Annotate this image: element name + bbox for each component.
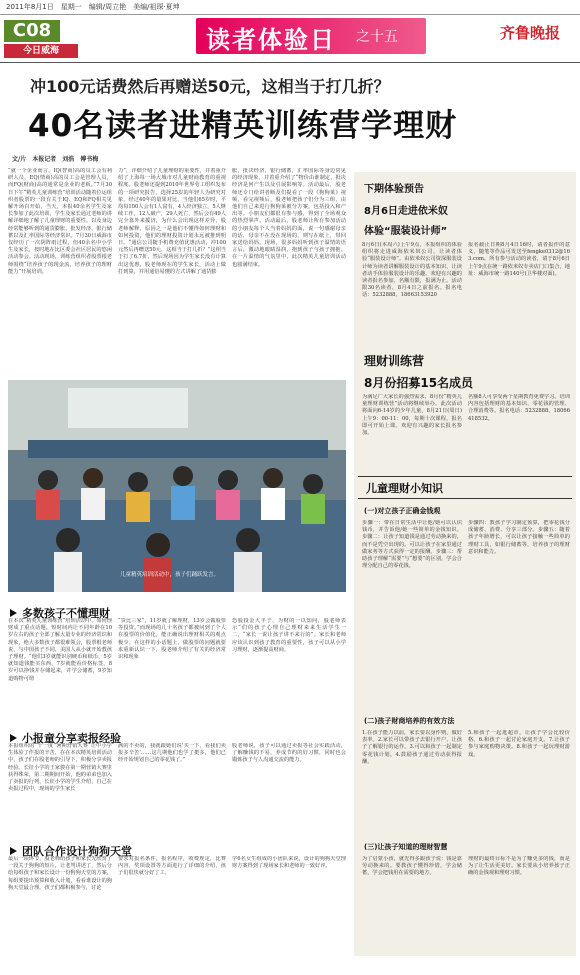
article-subhead: 冲100元话费然后再赠送50元，这相当于打几折？ [30, 77, 390, 96]
section-label: 今日威海 [4, 44, 78, 58]
camp-column-1: 为满足广大家长的强烈需求，8月份“精英儿童理财训练营”活动将继续举办。此次活动将面向6-14岁的少年儿童，8月21日(周日)上午9：00-11：00，每期十次课程，报名即可开始上课。欢迎有兴趣的家长报名参加。 [362, 394, 462, 437]
triangle-marker-icon [10, 734, 17, 742]
camp-column-2: 名额8人可享受两个星期教育免费学习。培训内容包括理财的基本知识、零花钱的管理、合理消费等。报名电话：5232888、18066418532。 [468, 394, 570, 422]
tips-title: 儿童理财小知识 [366, 482, 443, 495]
tip-3-title: (三)让孩子知道的理财智慧 [364, 843, 448, 851]
camp-head: 8月份招募15名成员 [364, 376, 474, 390]
tip-1-column-1: 步骤一：带在日常生活中让他/她可以认识钱币，并告诉他/她一些简单的金钱知识。步骤二：让孩子知道钱是通过劳动换来的，而不是凭空出现的。可以让孩子在家里通过做家务等方式获得一定的报酬。步骤三：帮助孩子理解“需要”与“想要”的区别，学会合理分配自己的零花钱。 [362, 520, 462, 570]
tip-3-column-1: 为了启蒙小孩，就先得多跟孩子说：钱是靠劳动换来的。要教孩子懂得珍惜，学会储蓄，学会把钱用在需要的地方。 [362, 856, 462, 877]
section-1-column-3: 恐股投金大半子，为财的一以知问，股老师表示“们的孩子心理自己理财来来生活学生一二，“家长一说让孩子讲不来行的”。家长和老师应该认识到孩子教育的重要性，孩子可以从小学习理财，逐渐提高财商。 [232, 618, 346, 653]
section-3-column-2: 要求对报名条件，报名程序，收费规定，比赛内容，奖项设置等方面进行了详细的介绍，孩子们很快就分好了工。 [118, 856, 226, 877]
section-2-column-1: 本报组织的“十一度”暑期营销大赛“让中小学生体验了作报的辛苦，在在本次精英培训活动中，孩子们在股老师的引导下，积极分享卖报经验。长征小学的王家骏在第一期营销大赛里获得殊荣，第二期期间开始，他的弟弟也加入了卖报的行列，长征小学的学生介绍，自己在卖报过程中，现场的学生家长 [8, 743, 112, 793]
tip-2-title: (二)孩子财商培养的有效方法 [364, 717, 455, 725]
lead-column-3: 胀，批决经济，银行储蓄，汇率国际等身边常见的经济现象。并着重介绍了“物价由谁制定，批决经济是何产生以及引展影响等。活动最后，股老师还专门给讲者断及们提看了一段《狗狗莱》视频，看完视频后，股老师把孩子们分为三组，由他们自己来进行狗狗莱被分方案，包括投入和产出等。小朋友们都很有参与感，得到了全场观众的热烈掌声。活动最后，股老师让所有参加活动的小朋友每个人当着妈妈的面，说一句感谢母亲的话，母亲不在没在现场的，则写在纸上，带回家送给妈妈。现场，很多妈妈听到孩子温情的语言后，激动地眼睛湿润，抱到孩子与孩子拥抱。在一片温情的气氛里中，此次精英儿童培训活动也圆满结束。 [232, 168, 346, 268]
article-headline: 40名读者进精英训练营学理财 [28, 108, 458, 144]
triangle-marker-icon [10, 609, 17, 617]
triangle-marker-icon [10, 847, 17, 855]
section-3-column-1: 最后一项环节，股老师给孩子和家长先欣赏了一段关于狗狗的短片，让老驾讲述了，然后分给每组孩子和家长设计一份狗狗天堂的方案，每组要提出预算和收入计划，看看谁设计的狗狗天堂最合理。孩子们都积极参与，讨论 [8, 856, 112, 891]
camp-title: 理财训练营 [364, 354, 425, 368]
header-rule [0, 62, 580, 63]
preview-title: 下期体验预告 [364, 184, 424, 195]
event-column-1: 8月6日(本周六)上午9点，本报组织的体验组织将走进威海依米奴公司，让读者体验“服装设计师”。由依米奴公司资深服装设计师为读者讲解服装设计的基本知识，让读者动手体验服装设计的乐趣。欢迎有兴趣的读者报名参加，名额有限，报满为止。活动限30名读者，8月4日之前报名。报名电话：5232888、18663153920 [362, 242, 462, 299]
section-1-column-2: “货比三家”，11岁就了解理财，13岁会做股票等投资。”而现场的几十名孩子都被问到了个人在股票的价值化，能正确说出理财相关的观点极少。在这样的小话题上，做股票的问题就要求重新认识一下，股老师介绍了有关的经济常识和现象 [118, 618, 226, 661]
section-2-column-3: 股老师说，孩子可以通过卖报等社会实践活动，了解赚钱的不易，养成节约的好习惯，同时也会锻炼孩子与人沟通交流的能力。 [232, 743, 346, 764]
tip-2-column-1: 1.在孩子能力以前，家长要以身作则，做好表率。2.家长可以带孩子去银行开户，让孩子了解银行的运作。3.可以和孩子一起制定零花钱计划。4.鼓励孩子通过劳动获得报酬。 [362, 730, 462, 765]
lead-column-2: 力”，详细介绍了儿童理财的重要性，并着重介绍了上海每一场大城市对儿童财商教育的重视程度。股老师还提到2010年世界劳工组织发布的一项研究报告，选择25岁的年轻人为研究对象，经过40年的量果对比，当他们65岁时，平均每100人会有1人富有，4人经济独立，5人继续工作，12人破产，29人死亡，然后会有49人完全靠外来援济，为什么会出现这样差异，股老师解释，原因之一是他们不懂得如何理财和如何投资，他们的理财投资计划永远被推到明日。“通信公司随手机费充值优惠活动，冲100元然后再赠送50元，这相当于打几折？”这相当于打了6.7折，然后现场因为学生家长没有计算出这优惠，股老师现在的学生家长，活动上做打到算，并用通俗易懂的方式讲解了通货膨 [118, 168, 226, 275]
date-line: 2011年8月1日 星期一 编辑/周立艳 美编/祖琛·夏坤 [6, 3, 180, 11]
tips-rule-bottom [358, 498, 572, 499]
banner-seal: 之十五 [356, 29, 398, 45]
section-3-column-3: 学6名女生组成的小团队来说，设计的狗狗天堂理财方案得到了现场家长和老师的一致好评。 [232, 856, 346, 870]
section-1-column-1: 在本次“精英儿童训练营”培训活动中，如何理财成了重点话题。短时间内让不同年龄在10岁左右的孩子全部了解大量专业的经济常识和现象，绝大多数孩子都很难领会，股票根老师说，与中国孩子不同，美国人从小就开始教孩子理财。“他们3岁就能识别硬币和纸币，5岁就知道钱能买东西，7岁就能看价格标签，8岁可以挣钱并存储起来，并学会储蓄，9岁知道购物可谓 [8, 618, 112, 682]
byline: 文/片 本报记者 刘浩 傅书梅 [12, 156, 99, 163]
paper-logo: 齐鲁晚报 [500, 24, 561, 42]
tips-rule-top [358, 476, 572, 477]
page-label: C08 [4, 20, 60, 42]
event-head: 8月6日走进依米奴 [364, 206, 448, 217]
lead-column-1: “就一个企业而言，IQ(智商)高的员工会有利研人员，EQ(情商)高的员工会是管理人员，而FQ(财商)高的通常是企业的老板。”7月30日下午“精英儿童训练营”培训活动随着位运组织者股票的一段有关于IQ、EQ和FQ相关见解开场白开始，当天，本报40余名学生及家长参加了此次培训，学生及家长通过老师的讲解详细地了解了儿童理财的重要性。以及身边经常能够听到的通货膨胀，批发经济，银行储蓄以及汇率国际等经济常识。7月30日威海市仅经历了一次阴阵雨过程，但40余名中小学生及家长，按时地在比区委会社区居民的悠闲活动参会。活动现场，训练营组织者股票根老师围绕“培养孩子的现金流，培养孩子的理财能力”开展培训。 [8, 168, 112, 275]
event-sub: 体验“服装设计师” [364, 226, 448, 237]
event-column-2: 报名截止日期8月4日16时，请者报作的意义，随笔等作品可发送至fengke0312@163.com。所有参与活动的读者，请于8月6日上午9点在统一路依米奴专卖店门口集合，地址：威海市统一路140号(卫华楼对面)。 [468, 242, 570, 277]
section-3-title: 团队合作设计狗狗天堂 [22, 845, 132, 858]
article-photo [8, 380, 346, 592]
tip-1-title: (一)对立孩子正确金钱观 [364, 507, 441, 515]
banner-title: 读者体验日 [206, 26, 336, 54]
tip-2-column-2: 5.和孩子一起逛超市，让孩子学会比较价格。6.和孩子一起讨论家庭开支。7.让孩子参与家庭购物决策。8.和孩子一起玩理财游戏。 [468, 730, 570, 758]
section-1-title: 多数孩子不懂理财 [22, 607, 110, 620]
photo-caption: 儿童精英培训活动中，孩子们踊跃发言。 [120, 572, 220, 578]
section-2-column-2: 满的不卖的，我就跟她们说'买一下，看我们卖报多辛苦'……这几期他们也学了挺多，他们已经开始规划自己的零花钱了。” [118, 743, 226, 764]
section-2-title: 小报童分享卖报经验 [22, 732, 121, 745]
tip-3-column-2: 理财的最终目标不是为了赚更多的钱，而是为了让生活更美好。家长要从小培养孩子正确的金钱观和理财习惯。 [468, 856, 570, 877]
tip-1-column-2: 步骤四：教孩子学习制定预算，把零花钱分成储蓄、消费、分享三部分。步骤五：随着孩子年龄增长，可以让孩子接触一些简单的理财工具，如银行储蓄等，培养孩子的理财意识和能力。 [468, 520, 570, 555]
top-rule [0, 14, 580, 15]
